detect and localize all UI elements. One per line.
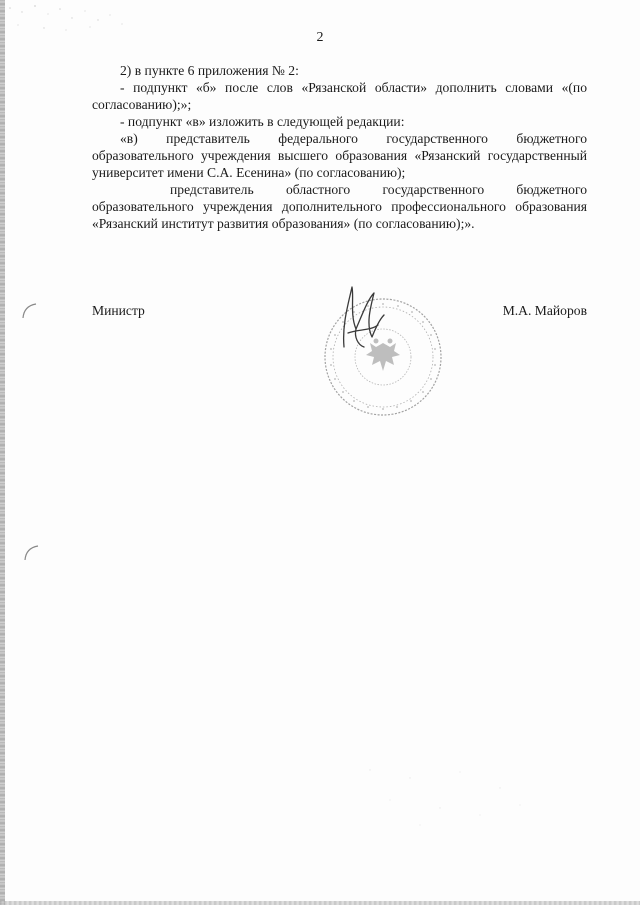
signer-name: М.А. Майоров [502,303,587,318]
punch-hole-mark [22,542,44,564]
paragraph: - подпункт «в» изложить в следующей редакции: [120,114,405,129]
page-number: 2 [316,30,324,45]
scan-speckle-bottom [350,760,550,840]
official-seal [318,285,448,420]
document-body [92,62,587,232]
scan-edge-bottom [0,901,640,905]
punch-hole-mark [20,300,42,322]
signer-title: Министр [92,303,145,318]
paragraph: «в) представитель федерального государственного бюджетного образовательного учреждения высшего образования «Рязанский государственный университет имени С.А. Есенина» (по согласованию); [92,131,587,180]
paragraph: 2) в пункте 6 приложения № 2: [120,63,299,78]
paragraph: - подпункт «б» после слов «Рязанской области» дополнить словами «(по согласованию);»; [92,80,587,112]
scan-edge-left [0,0,5,905]
paragraph: представитель областного государственного бюджетного образовательного учреждения дополнительного профессионального образования «Рязанский институт развития образования» (по согласованию);». [92,182,587,231]
